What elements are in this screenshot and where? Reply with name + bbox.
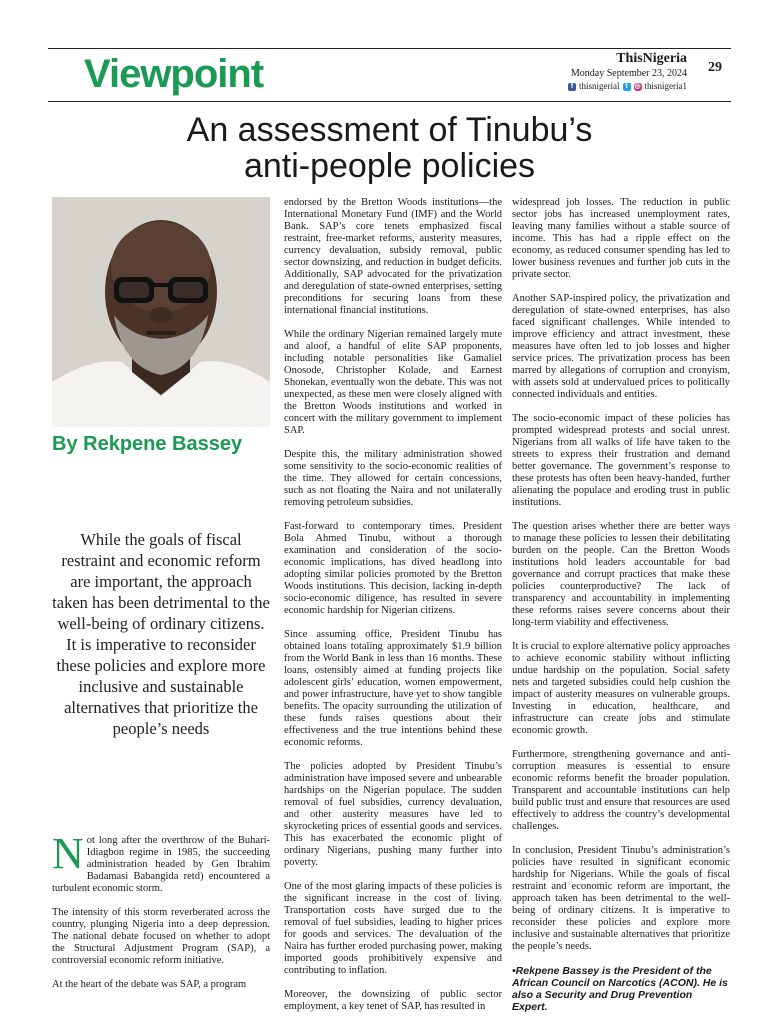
paragraph: The socio-economic impact of these policies has prompted widespread protests and social unrest. Nigerians from all walks of life have taken to the streets to express their frustration and demand better governance. The government’s response to these protests has often been heavy-handed, further alienating the populace and eroding trust in public institutions. xyxy=(512,413,730,508)
paragraph: Moreover, the downsizing of public sector employment, a key tenet of SAP, has resulted in xyxy=(284,989,502,1012)
author-photo xyxy=(52,197,270,427)
social-handle-ig: thisnigeria1 xyxy=(644,81,687,91)
paragraph: Despite this, the military administration showed some sensitivity to the socio-economic realities of the time. They allowed for certain concessions, such as not floating the Naira and not unilaterally removing petroleum subsidies. xyxy=(284,449,502,508)
paragraph: widespread job losses. The reduction in public sector jobs has increased unemployment rates, leaving many families without a stable source of income. This has had a ripple effect on the economy, as reduced consumer spending has led to lower business revenues and further job cuts in the private sector. xyxy=(512,197,730,280)
headline-line-1: An assessment of Tinubu’s xyxy=(186,111,593,149)
social-handles xyxy=(568,80,687,93)
instagram-icon: ◎ xyxy=(634,82,641,90)
paragraph: Since assuming office, President Tinubu has obtained loans totaling approximately $1.9 billion from the World Bank in less than 16 months. These loans, ostensibly aimed at funding projects like adolescent girls’ education, women empowerment, and power infrastructure, have yet to show tangible benefits. The opacity surrounding the utilization of these funds raises questions about their effectiveness and the true intentions behind these economic reforms. xyxy=(284,629,502,748)
paragraph: The question arises whether there are better ways to manage these policies to lessen their debilitating burden on the people. Can the Bretton Woods institutions hold leaders accountable for bad governance and corrupt practices that make these policies counterproductive? The lack of transparency and accountability in implementing these reforms raises severe concerns about their long-term viability and effectiveness. xyxy=(512,521,730,628)
paragraph-text: ot long after the overthrow of the Buhari-Idiagbon regime in 1985, the succeeding administration headed by Gen Ibrahim Badamasi Babangida retd) encountered a turbulent economic storm. xyxy=(52,835,270,894)
section-title: Viewpoint xyxy=(84,52,264,96)
twitter-icon: t xyxy=(623,83,631,91)
publication-name: ThisNigeria xyxy=(616,51,687,66)
paragraph: endorsed by the Bretton Woods institutions—the International Monetary Fund (IMF) and the World Bank. SAP’s core tenets emphasized fiscal restraint, free-market reforms, austerity measures, currency devaluation, subsidy removal, public sector downsizing, and reduction in budget deficits. Additionally, SAP advocated for the privatization and deregulation of state-owned enterprises, setting preconditions for securing loans from these international financial institutions. xyxy=(284,197,502,316)
author-bio: •Rekpene Bassey is the President of the African Council on Narcotics (ACON). He is also a Security and Drug Prevention Expert. xyxy=(512,965,728,1013)
article-column-2 xyxy=(284,197,502,1025)
headline-line-2: anti-people policies xyxy=(243,147,536,185)
paragraph: While the ordinary Nigerian remained largely mute and aloof, a handful of elite SAP proponents, including notable personalities like Gamaliel Onosode, Christopher Kolade, and Earnest Shonekan, eventually won the debate. This was not unexpected, as these men were closely aligned with the Bretton Woods institutions and worked in concert with the military government to implement SAP. xyxy=(284,329,502,436)
paragraph: Furthermore, strengthening governance and anti-corruption measures is essential to ensure economic reforms benefit the broader population. Transparent and accountable institutions can help build public trust and ensure that resources are used effectively to address the country’s developmental challenges. xyxy=(512,749,730,832)
byline: By Rekpene Bassey xyxy=(52,433,243,455)
paragraph: Another SAP-inspired policy, the privatization and deregulation of state-owned enterprises, has also faced significant challenges. While intended to improve efficiency and attract investment, these measures have often led to job losses and higher service prices. The privatization process has been marred by allegations of corruption and cronyism, with assets sold at undervalued prices to politically connected individuals and entities. xyxy=(512,293,730,400)
article-column-3 xyxy=(512,197,730,1025)
masthead xyxy=(568,51,687,93)
article-headline xyxy=(48,112,731,184)
paragraph xyxy=(52,829,270,895)
paragraph: Fast-forward to contemporary times. President Bola Ahmed Tinubu, without a thorough examination and consideration of the socio-economic implications, has dived headlong into adopting similar policies promoted by the Bretton Woods institutions. This decision, lacking in-depth socio-economic diligence, has resulted in severe economic hardship for Nigerian citizens. xyxy=(284,521,502,616)
header-bottom-rule xyxy=(48,101,731,102)
article-column-1 xyxy=(52,829,270,1003)
page-number: 29 xyxy=(708,60,722,75)
paragraph: One of the most glaring impacts of these policies is the significant increase in the cost of living. Transportation costs have surged due to the removal of fuel subsidies, leading to higher prices for goods and services. The devaluation of the Naira has further eroded purchasing power, making imported goods prohibitively expensive and contributing to inflation. xyxy=(284,881,502,976)
dropcap: N xyxy=(52,829,84,878)
paragraph: The policies adopted by President Tinubu’s administration have imposed severe and unbearable hardships on the Nigerian populace. The sudden removal of fuel subsidies, currency devaluation, and other austerity measures have led to skyrocketing prices of essential goods and services. This has exacerbated the economic plight of ordinary Nigerians, pushing many further into poverty. xyxy=(284,761,502,868)
paragraph: At the heart of the debate was SAP, a program xyxy=(52,979,247,990)
pull-quote: While the goals of fiscal restraint and economic reform are important, the approach taken has been detrimental to the well-being of ordinary citizens. It is imperative to reconsider these policies and explore more inclusive and sustainable alternatives that prioritize the people’s needs xyxy=(52,530,270,738)
paragraph: The intensity of this storm reverberated across the country, plunging Nigeria into a deep depression. The national debate focused on whether to adopt the Structural Adjustment Program (SAP), a controversial economic reform initiative. xyxy=(52,907,270,966)
paragraph: It is crucial to explore alternative policy approaches to achieve economic stability without inflicting undue hardship on the population. Social safety nets and targeted subsidies could help cushion the impact of austerity measures on vulnerable groups. Investing in education, healthcare, and infrastructure can create jobs and stimulate economic growth. xyxy=(512,641,730,736)
publication-date: Monday September 23, 2024 xyxy=(570,68,687,79)
header-top-rule xyxy=(48,48,731,49)
facebook-icon: f xyxy=(568,83,576,91)
social-handle-fb-tw: thisnigerial xyxy=(579,81,620,91)
paragraph: In conclusion, President Tinubu’s administration’s policies have resulted in significant economic hardship for Nigerians. While the goals of fiscal restraint and economic reform are important, the approach taken has been detrimental to the well-being of ordinary citizens. It is imperative to reconsider these policies and explore more inclusive and sustainable alternatives that prioritize the people’s needs. xyxy=(512,845,730,952)
